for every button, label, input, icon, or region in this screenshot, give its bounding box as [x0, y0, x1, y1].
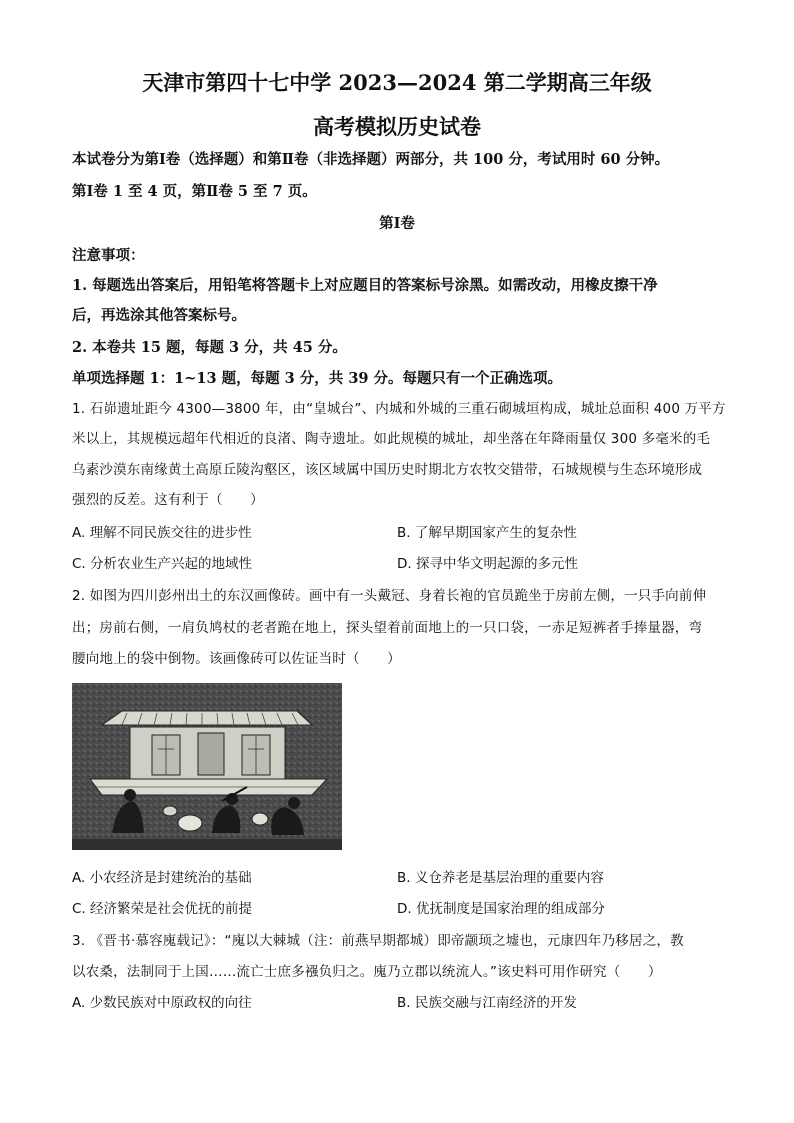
question-1-line: 米以上，其规模远超年代相近的良渚、陶寺遗址。如此规模的城址，却坐落在年降雨量仅 300 多毫米的毛	[72, 431, 711, 447]
question-2-line: 2. 如图为四川彭州出土的东汉画像砖。画中有一头戴冠、身着长袍的官员跪坐于房前左侧，一只手向前伸	[72, 588, 707, 604]
exam-title-line2: 高考模拟历史试卷	[313, 114, 481, 139]
intro-line1: 本试卷分为第Ⅰ卷（选择题）和第Ⅱ卷（非选择题）两部分，共 100 分，考试用时 60 分钟。	[72, 151, 670, 168]
question-2-line: 出；房前右侧，一肩负鸠杖的老者跪在地上，探头望着前面地上的一只口袋，一赤足短裤者手捧量器，弯	[72, 620, 703, 636]
question-1-option-c[interactable]: C. 分析农业生产兴起的地域性	[72, 556, 253, 572]
intro-line2: 第Ⅰ卷 1 至 4 页，第Ⅱ卷 5 至 7 页。	[72, 183, 317, 200]
question-1-line: 强烈的反差。这有利于（ ）	[72, 492, 264, 508]
notes-item2: 2. 本卷共 15 题，每题 3 分，共 45 分。	[72, 339, 347, 356]
notes-item1-line1: 1. 每题选出答案后，用铅笔将答题卡上对应题目的答案标号涂黑。如需改动，用橡皮擦干净	[72, 277, 658, 294]
question-3-line: 以农桑，法制同于上国……流亡士庶多襁负归之。廆乃立郡以统流人。”该史料可用作研究（ ）	[72, 964, 662, 980]
exam-title-line1: 天津市第四十七中学 2023—2024 第二学期高三年级	[142, 70, 652, 95]
single-choice-heading: 单项选择题 1：1~13 题，每题 3 分，共 39 分。每题只有一个正确选项。	[72, 370, 563, 387]
question-2-option-d[interactable]: D. 优抚制度是国家治理的组成部分	[397, 901, 605, 917]
notes-heading: 注意事项：	[72, 247, 145, 264]
notes-item1-line2: 后，再选涂其他答案标号。	[72, 307, 246, 324]
question-2-option-c[interactable]: C. 经济繁荣是社会优抚的前提	[72, 901, 253, 917]
question-2-option-a[interactable]: A. 小农经济是封建统治的基础	[72, 870, 252, 886]
question-1-option-a[interactable]: A. 理解不同民族交往的进步性	[72, 525, 252, 541]
han-brick-relief-image	[72, 683, 342, 850]
question-1-line: 乌素沙漠东南缘黄土高原丘陵沟壑区，该区域属中国历史时期北方农牧交错带，石城规模与生态环境形成	[72, 462, 703, 478]
question-3-option-a[interactable]: A. 少数民族对中原政权的向往	[72, 995, 252, 1011]
brick-relief-drawing	[72, 683, 342, 850]
question-2-line: 腰向地上的袋中倒物。该画像砖可以佐证当时（ ）	[72, 651, 401, 667]
question-3-option-b[interactable]: B. 民族交融与江南经济的开发	[397, 995, 577, 1011]
question-3-line: 3. 《晋书·慕容廆载记》：“廆以大棘城（注：前燕早期都城）即帝颛顼之墟也，元康四年乃移居之，教	[72, 933, 684, 949]
section-title: 第Ⅰ卷	[379, 215, 415, 232]
question-1-option-b[interactable]: B. 了解早期国家产生的复杂性	[397, 525, 577, 541]
question-1-option-d[interactable]: D. 探寻中华文明起源的多元性	[397, 556, 578, 572]
question-2-option-b[interactable]: B. 义仓养老是基层治理的重要内容	[397, 870, 604, 886]
question-1-line: 1. 石峁遗址距今 4300—3800 年，由“皇城台”、内城和外城的三重石砌城垣构成，城址总面积 400 万平方	[72, 401, 726, 417]
